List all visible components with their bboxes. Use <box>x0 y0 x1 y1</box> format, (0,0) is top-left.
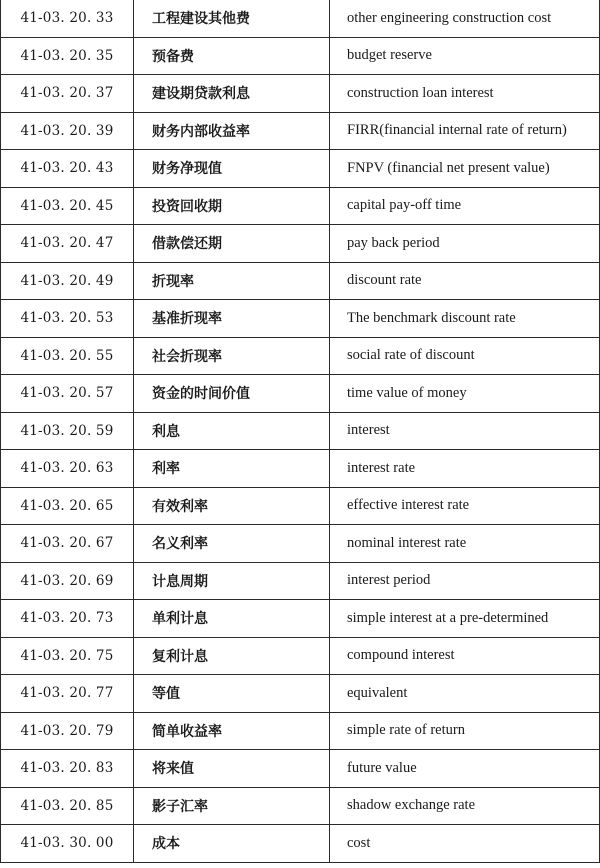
term-chinese: 建设期贷款利息 <box>134 75 330 113</box>
term-english: discount rate <box>330 262 600 300</box>
term-code: 41-03. 20. 33 <box>1 0 134 37</box>
term-code: 41-03. 20. 65 <box>1 487 134 525</box>
table-row <box>1 0 600 37</box>
term-chinese: 基准折现率 <box>134 300 330 338</box>
table-row <box>1 487 600 525</box>
table-row <box>1 300 600 338</box>
table-row <box>1 225 600 263</box>
term-chinese: 成本 <box>134 825 330 863</box>
term-code: 41-03. 20. 37 <box>1 75 134 113</box>
term-code: 41-03. 20. 57 <box>1 375 134 413</box>
table-row <box>1 187 600 225</box>
terminology-table-body <box>1 0 600 862</box>
term-english: FNPV (financial net present value) <box>330 150 600 188</box>
term-code: 41-03. 20. 63 <box>1 450 134 488</box>
term-code: 41-03. 20. 67 <box>1 525 134 563</box>
term-chinese: 财务内部收益率 <box>134 112 330 150</box>
term-chinese: 影子汇率 <box>134 787 330 825</box>
term-chinese: 单利计息 <box>134 600 330 638</box>
table-row <box>1 750 600 788</box>
term-code: 41-03. 20. 75 <box>1 637 134 675</box>
term-chinese: 将来值 <box>134 750 330 788</box>
term-english: equivalent <box>330 675 600 713</box>
table-row <box>1 600 600 638</box>
term-chinese: 等值 <box>134 675 330 713</box>
term-english: cost <box>330 825 600 863</box>
table-row <box>1 262 600 300</box>
table-row <box>1 562 600 600</box>
term-code: 41-03. 20. 35 <box>1 37 134 75</box>
term-code: 41-03. 20. 53 <box>1 300 134 338</box>
table-row <box>1 637 600 675</box>
term-english: FIRR(financial internal rate of return) <box>330 112 600 150</box>
term-chinese: 财务净现值 <box>134 150 330 188</box>
term-code: 41-03. 20. 59 <box>1 412 134 450</box>
term-english: interest period <box>330 562 600 600</box>
term-code: 41-03. 20. 83 <box>1 750 134 788</box>
table-row <box>1 337 600 375</box>
table-row <box>1 150 600 188</box>
term-chinese: 预备费 <box>134 37 330 75</box>
table-row <box>1 525 600 563</box>
term-english: future value <box>330 750 600 788</box>
term-english: compound interest <box>330 637 600 675</box>
term-english: effective interest rate <box>330 487 600 525</box>
table-row <box>1 675 600 713</box>
term-code: 41-03. 20. 77 <box>1 675 134 713</box>
table-row <box>1 75 600 113</box>
term-english: pay back period <box>330 225 600 263</box>
term-code: 41-03. 20. 43 <box>1 150 134 188</box>
term-english: time value of money <box>330 375 600 413</box>
term-english: simple rate of return <box>330 712 600 750</box>
term-code: 41-03. 30. 00 <box>1 825 134 863</box>
term-chinese: 资金的时间价值 <box>134 375 330 413</box>
term-code: 41-03. 20. 39 <box>1 112 134 150</box>
term-english: interest <box>330 412 600 450</box>
term-chinese: 社会折现率 <box>134 337 330 375</box>
term-english: The benchmark discount rate <box>330 300 600 338</box>
term-chinese: 折现率 <box>134 262 330 300</box>
term-english: budget reserve <box>330 37 600 75</box>
term-code: 41-03. 20. 69 <box>1 562 134 600</box>
term-english: nominal interest rate <box>330 525 600 563</box>
term-chinese: 投资回收期 <box>134 187 330 225</box>
term-code: 41-03. 20. 79 <box>1 712 134 750</box>
term-chinese: 利息 <box>134 412 330 450</box>
term-code: 41-03. 20. 49 <box>1 262 134 300</box>
term-code: 41-03. 20. 55 <box>1 337 134 375</box>
table-row <box>1 825 600 863</box>
table-row <box>1 450 600 488</box>
term-chinese: 借款偿还期 <box>134 225 330 263</box>
term-chinese: 计息周期 <box>134 562 330 600</box>
term-english: interest rate <box>330 450 600 488</box>
term-english: construction loan interest <box>330 75 600 113</box>
table-row <box>1 112 600 150</box>
table-row <box>1 37 600 75</box>
table-row <box>1 412 600 450</box>
term-chinese: 名义利率 <box>134 525 330 563</box>
term-english: shadow exchange rate <box>330 787 600 825</box>
term-chinese: 工程建设其他费 <box>134 0 330 37</box>
term-code: 41-03. 20. 73 <box>1 600 134 638</box>
term-chinese: 简单收益率 <box>134 712 330 750</box>
table-row <box>1 375 600 413</box>
table-row <box>1 787 600 825</box>
term-chinese: 有效利率 <box>134 487 330 525</box>
term-english: other engineering construction cost <box>330 0 600 37</box>
term-english: capital pay-off time <box>330 187 600 225</box>
table-row <box>1 712 600 750</box>
term-english: simple interest at a pre-determined <box>330 600 600 638</box>
term-code: 41-03. 20. 45 <box>1 187 134 225</box>
term-chinese: 复利计息 <box>134 637 330 675</box>
term-code: 41-03. 20. 85 <box>1 787 134 825</box>
term-english: social rate of discount <box>330 337 600 375</box>
term-code: 41-03. 20. 47 <box>1 225 134 263</box>
term-chinese: 利率 <box>134 450 330 488</box>
